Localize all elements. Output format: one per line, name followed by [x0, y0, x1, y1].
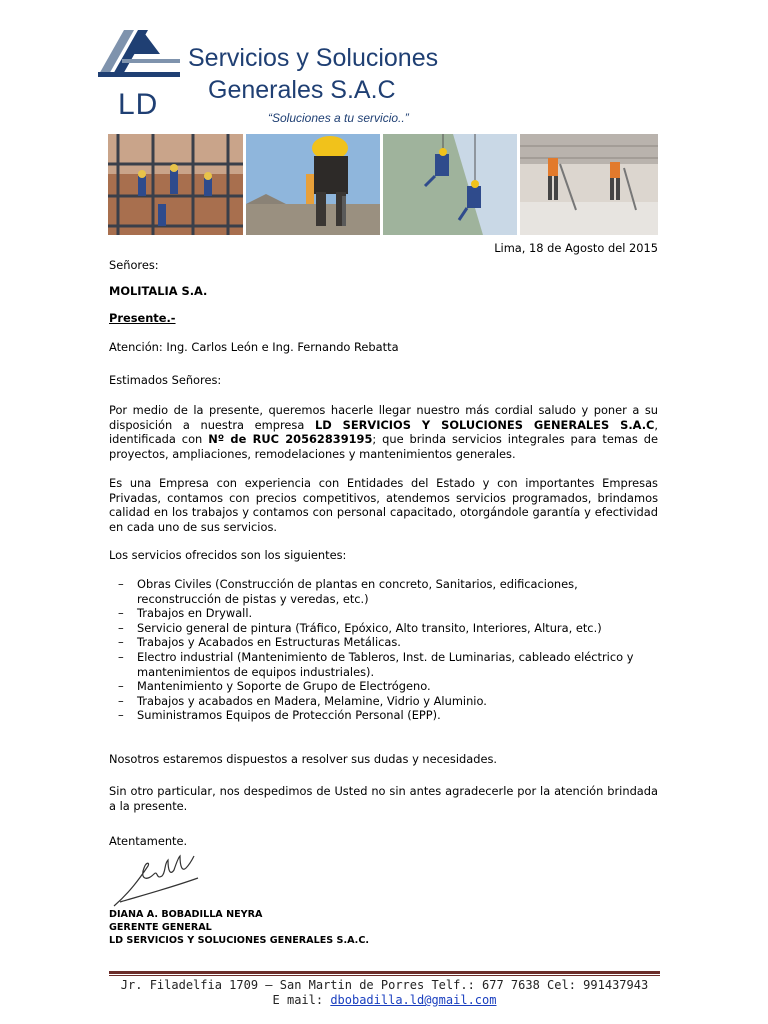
list-item — [109, 635, 658, 650]
closing: Atentamente. — [109, 834, 188, 848]
intro-ruc: Nº de RUC 20562839195 — [208, 432, 373, 447]
list-item — [109, 577, 658, 606]
list-item — [109, 650, 658, 679]
service-item-text: Servicio general de pintura (Tráfico, Epóxico, Alto transito, Interiores, Altura, etc.) — [137, 620, 602, 635]
intro-text-b: , identificada con — [109, 417, 659, 447]
letterhead — [98, 24, 439, 128]
paragraph-experience: Es una Empresa con experiencia con Entidades del Estado y con importantes Empresas Privadas, contamos con precios competitivos, atendemos servicios programados, brindamos calidad en los trabajos y contamos con personal capacitado, otorgándole garantía y efectividad en cada uno de sus servicios. — [109, 476, 658, 534]
services-list-container — [109, 577, 658, 723]
services-intro: Los servicios ofrecidos son los siguientes: — [109, 548, 347, 562]
intro-company-name: LD SERVICIOS Y SOLUCIONES GENERALES S.A.C — [314, 417, 655, 432]
greeting: Estimados Señores: — [109, 373, 222, 387]
footer-email-line — [109, 993, 660, 1008]
bullet-dash: – — [118, 635, 124, 650]
bullet-dash: – — [118, 649, 124, 664]
list-item — [109, 708, 658, 723]
list-item — [109, 694, 658, 709]
bullet-dash: – — [118, 679, 124, 694]
construction-workers-scaffold-photo — [108, 134, 243, 235]
bullet-dash: – — [118, 577, 124, 591]
list-item — [109, 621, 658, 636]
service-item-text: Electro industrial (Mantenimiento de Tableros, Inst. de Luminarias, cableado eléctrico y mantenimientos de equipos industriales). — [137, 649, 634, 679]
rope-access-painters-photo — [383, 134, 517, 235]
handwritten-signature-image — [110, 852, 202, 908]
service-item-text: Trabajos y Acabados en Estructuras Metálicas. — [137, 635, 401, 650]
service-item-text: Mantenimiento y Soporte de Grupo de Electrógeno. — [137, 679, 431, 694]
signer-name: DIANA A. BOBADILLA NEYRA — [109, 909, 263, 920]
paragraph-farewell: Sin otro particular, nos despedimos de Usted no sin antes agradecerle por la atención brindada a la presente. — [109, 784, 658, 813]
bullet-dash: – — [118, 606, 124, 621]
service-item-text: Obras Civiles (Construcción de plantas en concreto, Sanitarios, edificaciones, reconstrucción de pistas y veredas, etc.) — [137, 577, 578, 606]
company-logo-icon — [98, 26, 184, 86]
attention-line: Atención: Ing. Carlos León e Ing. Fernando Rebatta — [109, 340, 399, 354]
service-item-text: Suministramos Equipos de Protección Personal (EPP). — [137, 708, 441, 723]
list-item — [109, 679, 658, 694]
service-item-text: Trabajos y acabados en Madera, Melamine, Vidrio y Aluminio. — [137, 693, 487, 708]
footer-rule-thin — [109, 975, 660, 976]
bullet-dash: – — [118, 620, 124, 635]
services-list — [109, 577, 658, 723]
list-item — [109, 606, 658, 621]
paragraph-introduction — [109, 403, 658, 461]
bullet-dash: – — [118, 708, 124, 723]
footer-address: Jr. Filadelfia 1709 – San Martin de Porres Telf.: 677 7638 Cel: 991437943 — [120, 978, 649, 992]
intro-text-c: ; que brinda servicios integrales para temas de proyectos, ampliaciones, remodelaciones y mantenimientos generales. — [109, 432, 659, 461]
company-slogan: “Soluciones a tu servicio..” — [268, 111, 409, 125]
footer-email-label: E mail: — [272, 993, 331, 1007]
presente-line: Presente.- — [109, 311, 176, 325]
helmet-worker-jackhammer-photo — [246, 134, 380, 235]
footer-email-link[interactable]: dbobadilla.ld@gmail.com — [330, 993, 497, 1007]
drywall-ceiling-installers-photo — [520, 134, 658, 235]
company-name-line2: Generales S.A.C — [208, 76, 396, 104]
paragraph-availability: Nosotros estaremos dispuestos a resolver sus dudas y necesidades. — [109, 752, 498, 766]
intro-text-a: Por medio de la presente, queremos hacerle llegar nuestro más cordial saludo y poner a su disposición a nuestra empresa — [109, 403, 658, 432]
signer-block — [109, 908, 658, 947]
bullet-dash: – — [118, 693, 124, 708]
salutation-to: Señores: — [109, 258, 159, 272]
letter-date: Lima, 18 de Agosto del 2015 — [494, 241, 658, 255]
recipient-company: MOLITALIA S.A. — [109, 284, 208, 298]
footer-rule — [109, 971, 660, 974]
logo-text: LD — [118, 88, 159, 121]
company-name-line1: Servicios y Soluciones — [188, 44, 439, 72]
signer-title: GERENTE GENERAL — [109, 922, 212, 933]
service-item-text: Trabajos en Drywall. — [137, 606, 253, 621]
signer-company: LD SERVICIOS Y SOLUCIONES GENERALES S.A.C. — [109, 935, 370, 946]
